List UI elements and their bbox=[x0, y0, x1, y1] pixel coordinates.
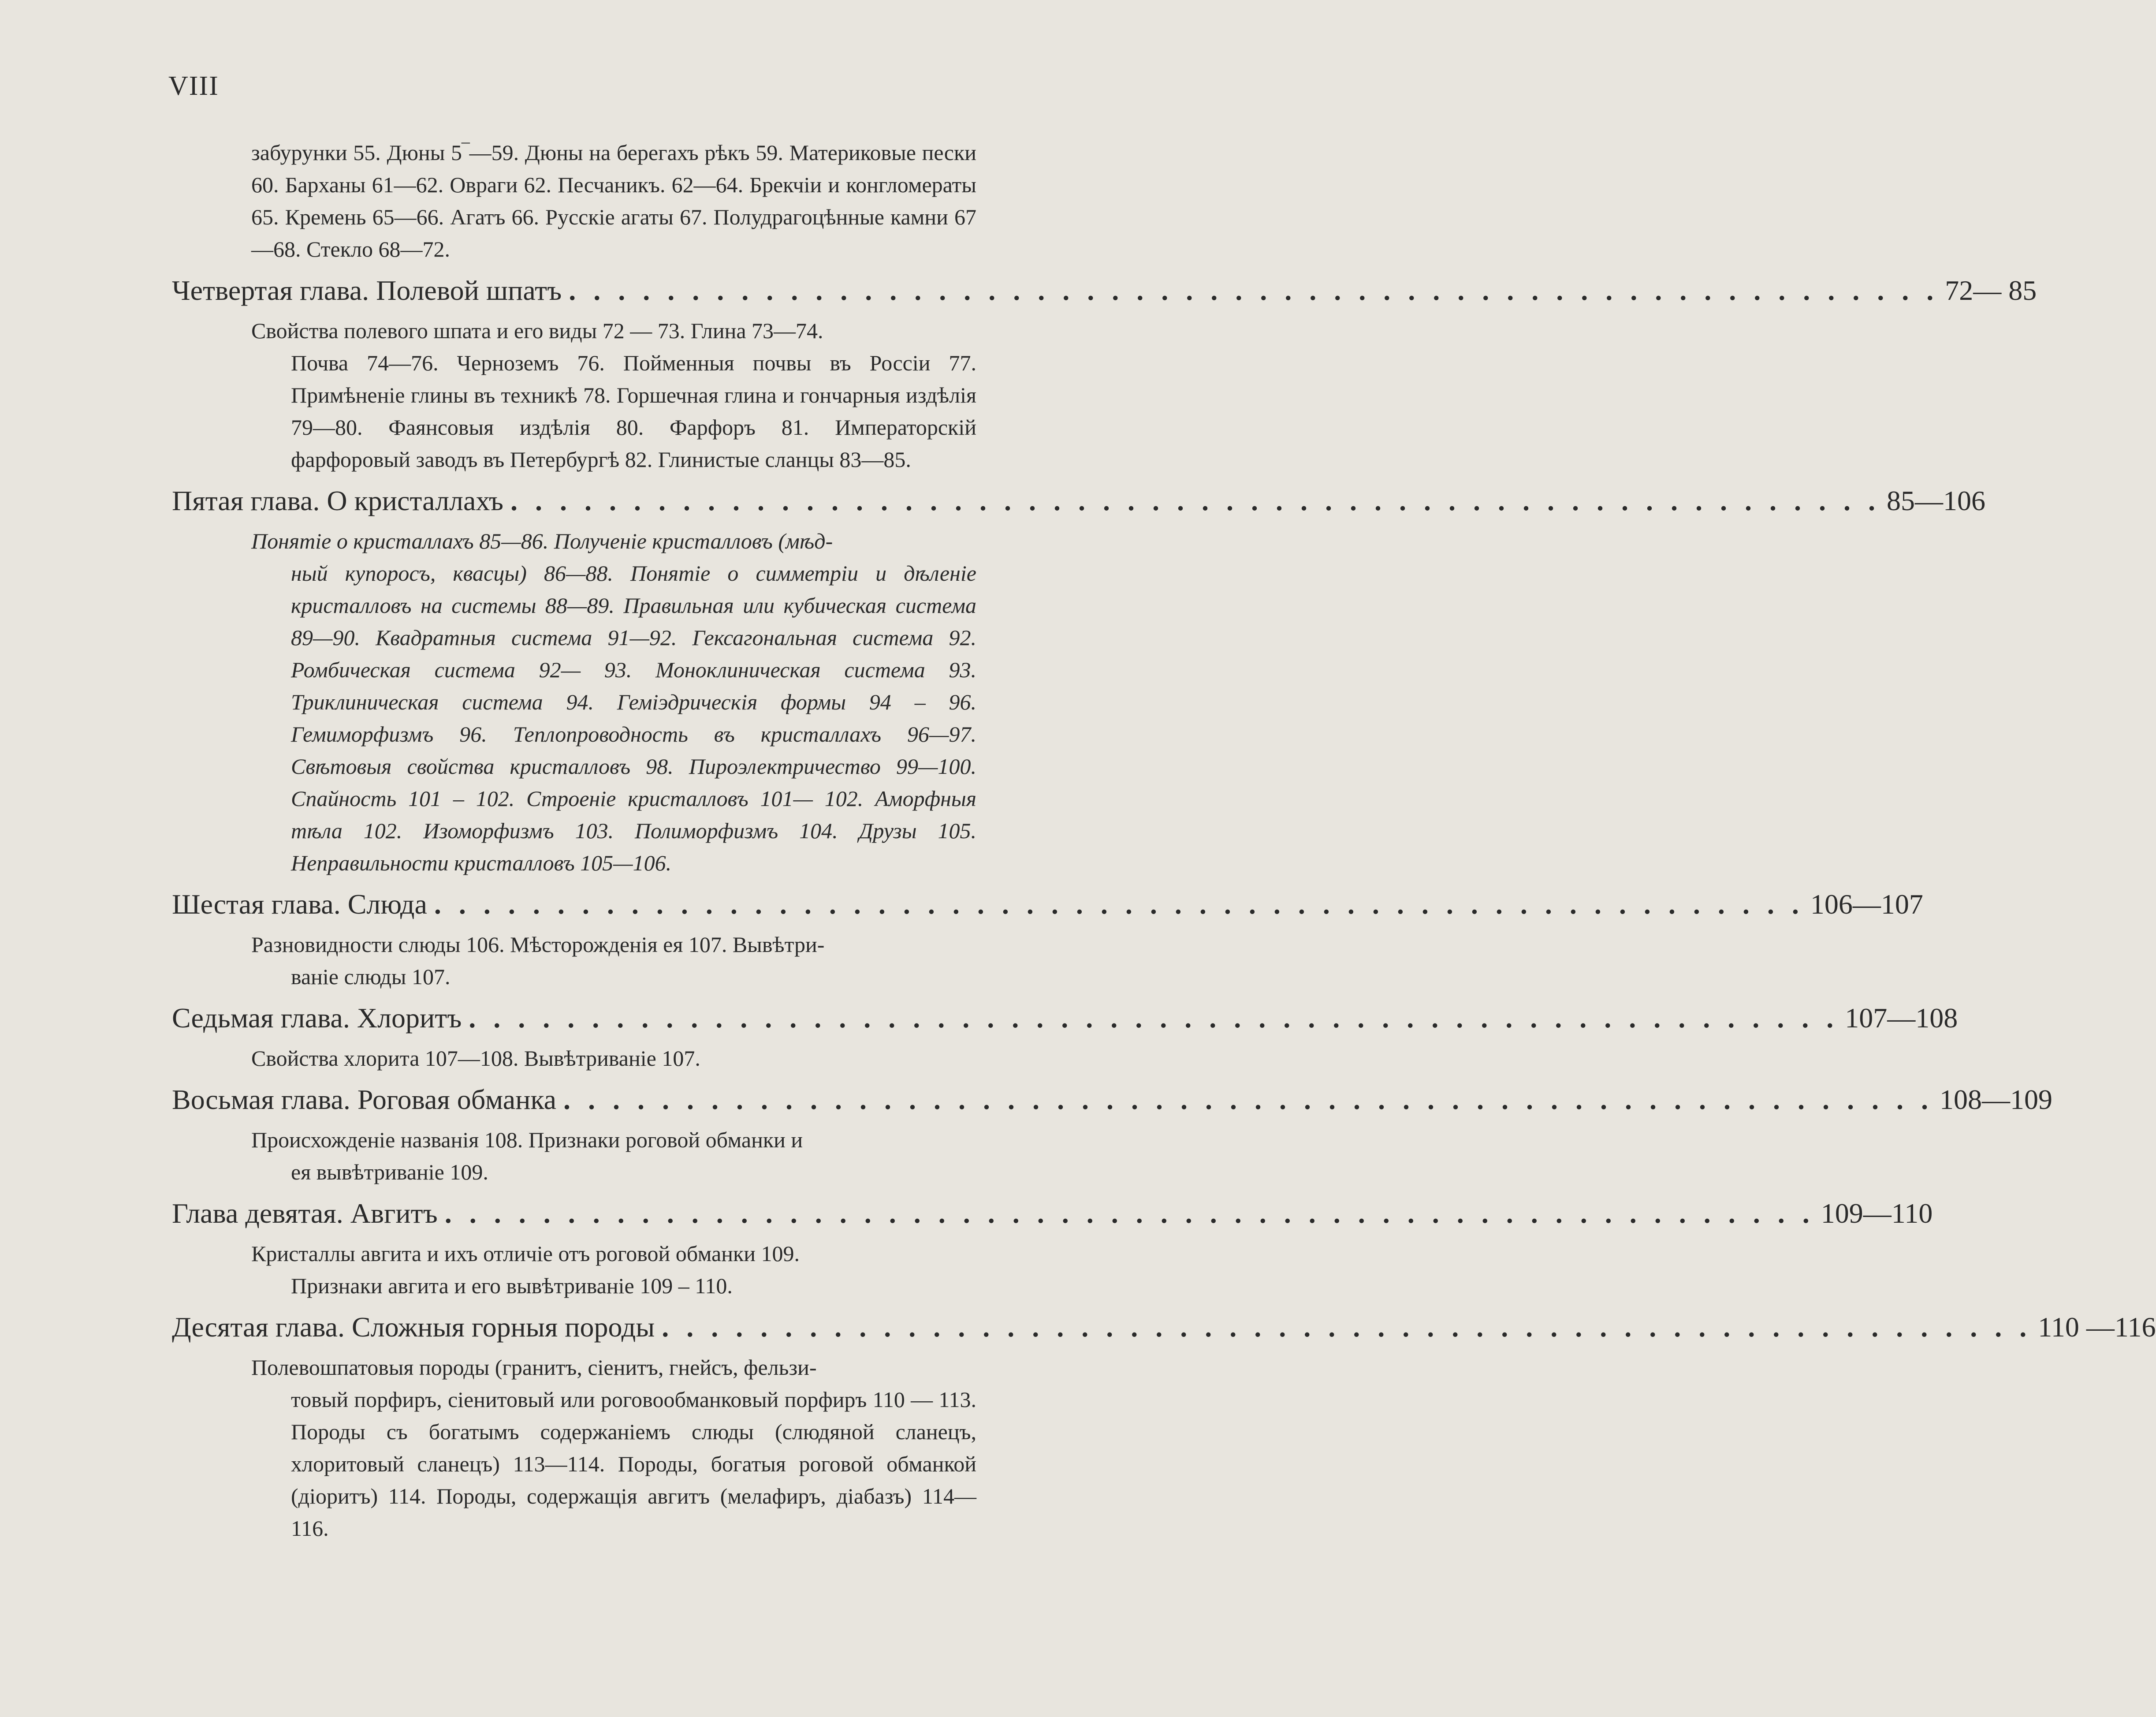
chapter-pages: 85—106 bbox=[1887, 485, 1985, 516]
chapter-description bbox=[251, 525, 976, 879]
chapter-description bbox=[251, 1238, 976, 1302]
toc-entry-7 bbox=[0, 1002, 1958, 1075]
chapter-heading bbox=[172, 274, 2037, 315]
chapter-pages: 107—108 bbox=[1845, 1002, 1958, 1034]
toc-entry-8 bbox=[0, 1083, 2052, 1188]
description-first-line: Разновидности слюды 106. Мѣсторожденія ея 107. Вывѣтри- bbox=[251, 932, 825, 957]
description-rest: Почва 74—76. Черноземъ 76. Пойменныя почвы въ Россіи 77. Примѣненіе глины въ техникѣ 78. Горшечная глина и гончарныя издѣлія 79—80. Фаянсовыя издѣлія 80. Фарфоръ 81. Императорскій фарфоровый заводъ въ Петербургѣ 82. Глинистые сланцы 83—85. bbox=[291, 351, 976, 472]
description-rest: ный купоросъ, квасцы) 86—88. Понятіе о симметріи и дѣленіе кристалловъ на системы 88—89. Правильная или кубическая система 89—90. Квадратныя система 91—92. Гексагональная система 92. Ромбическая система 92— 93. Моноклиническая система 93. Триклиническая система 94. Геміэдрическія формы 94 – 96. Гемиморфизмъ 96. Теплопроводность въ кристаллахъ 96—97. Свѣтовыя свойства кристалловъ 98. Пироэлектричество 99—100. Спайность 101 – 102. Строеніе кристалловъ 101— 102. Аморфныя тѣла 102. Изоморфизмъ 103. Полиморфизмъ 104. Друзы 105. Неправильности кристалловъ 105—106. bbox=[291, 561, 976, 875]
description-rest: ея вывѣтриваніе 109. bbox=[291, 1160, 488, 1184]
description-text: забурунки 55. Дюны 5‾—59. Дюны на берегахъ рѣкъ 59. Материковые пески 60. Барханы 61—62. Овраги 62. Песчаникъ. 62—64. Брекчіи и конгломераты 65. Кремень 65—66. Агатъ 66. Русскіе агаты 67. Полудрагоцѣнные камни 67—68. Стекло 68—72. bbox=[251, 140, 976, 261]
chapter-title: Восьмая глава. Роговая обманка bbox=[172, 1084, 556, 1115]
description-first-line: Понятіе о кристаллахъ 85—86. Полученіе кристалловъ (мѣд- bbox=[251, 529, 833, 553]
chapter-pages: 109—110 bbox=[1821, 1198, 1933, 1229]
description-first-line: Свойства полевого шпата и его виды 72 — 73. Глина 73—74. bbox=[251, 318, 823, 343]
chapter-title: Седьмая глава. Хлоритъ bbox=[172, 1002, 462, 1034]
table-of-contents bbox=[0, 137, 2156, 1553]
chapter-description bbox=[251, 1351, 976, 1545]
chapter-description bbox=[251, 1124, 976, 1188]
dot-leader: . . . . . . . . . . . . . . . . . . . . . . . . . . . . . . . . . . . . . . . . . . . . . . . . . . . . . . . . bbox=[662, 1311, 2032, 1343]
chapter-pages: 110 —116 bbox=[2038, 1311, 2156, 1343]
description-rest: ваніе слюды 107. bbox=[291, 964, 451, 989]
description-rest: товый порфиръ, сіенитовый или роговообманковый порфиръ 110 — 113. Породы съ богатымъ содержаніемъ слюды (слюдяной сланецъ, хлоритовый сланецъ) 113—114. Породы, богатыя роговой обманкой (діоритъ) 114. Породы, содержащія авгитъ (мелафиръ, діабазъ) 114—116. bbox=[291, 1387, 976, 1541]
chapter-description-continued bbox=[251, 137, 976, 265]
description-first-line: Полевошпатовыя породы (гранитъ, сіенитъ, гнейсъ, фельзи- bbox=[251, 1355, 817, 1380]
dot-leader: . . . . . . . . . . . . . . . . . . . . . . . . . . . . . . . . . . . . . . . . . . . . . . . . . . . . . . . . bbox=[569, 275, 1939, 306]
chapter-title: Шестая глава. Слюда bbox=[172, 888, 427, 920]
chapter-heading bbox=[172, 1197, 1933, 1238]
dot-leader: . . . . . . . . . . . . . . . . . . . . . . . . . . . . . . . . . . . . . . . . . . . . . . . . . . . . . . . . bbox=[444, 1198, 1815, 1229]
page-number: VIII bbox=[168, 71, 219, 101]
chapter-pages: 106—107 bbox=[1810, 888, 1923, 920]
chapter-title: Пятая глава. О кристаллахъ bbox=[172, 485, 503, 516]
chapter-pages: 108—109 bbox=[1939, 1084, 2052, 1115]
chapter-heading bbox=[172, 1311, 2156, 1351]
chapter-description bbox=[251, 315, 976, 476]
chapter-title: Глава девятая. Авгитъ bbox=[172, 1198, 438, 1229]
dot-leader: . . . . . . . . . . . . . . . . . . . . . . . . . . . . . . . . . . . . . . . . . . . . . . . . . . . . . . . . bbox=[563, 1084, 1933, 1115]
dot-leader: . . . . . . . . . . . . . . . . . . . . . . . . . . . . . . . . . . . . . . . . . . . . . . . . . . . . . . . . bbox=[469, 1002, 1839, 1034]
description-first-line: Происхожденіе названія 108. Признаки роговой обманки и bbox=[251, 1127, 803, 1152]
description-first-line: Свойства хлорита 107—108. Вывѣтриваніе 107. bbox=[251, 1046, 700, 1071]
description-rest: Признаки авгита и его вывѣтриваніе 109 – 110. bbox=[291, 1273, 733, 1298]
toc-entry-4 bbox=[0, 274, 2037, 476]
chapter-heading bbox=[172, 485, 1985, 525]
toc-entry-10 bbox=[0, 1311, 2156, 1545]
toc-entry-6 bbox=[0, 888, 1923, 993]
dot-leader: . . . . . . . . . . . . . . . . . . . . . . . . . . . . . . . . . . . . . . . . . . . . . . . . . . . . . . . . bbox=[510, 485, 1880, 516]
chapter-pages: 72— 85 bbox=[1945, 275, 2037, 306]
toc-entry-9 bbox=[0, 1197, 1933, 1302]
chapter-title: Четвертая глава. Полевой шпатъ bbox=[172, 275, 562, 306]
chapter-title: Десятая глава. Сложныя горныя породы bbox=[172, 1311, 655, 1343]
description-first-line: Кристаллы авгита и ихъ отличіе отъ роговой обманки 109. bbox=[251, 1241, 800, 1266]
dot-leader: . . . . . . . . . . . . . . . . . . . . . . . . . . . . . . . . . . . . . . . . . . . . . . . . . . . . . . . . bbox=[434, 888, 1804, 920]
chapter-heading bbox=[172, 1083, 2052, 1124]
toc-entry-5 bbox=[0, 485, 1985, 879]
chapter-description bbox=[251, 1042, 976, 1075]
chapter-heading bbox=[172, 1002, 1958, 1042]
chapter-description bbox=[251, 929, 976, 993]
chapter-heading bbox=[172, 888, 1923, 929]
